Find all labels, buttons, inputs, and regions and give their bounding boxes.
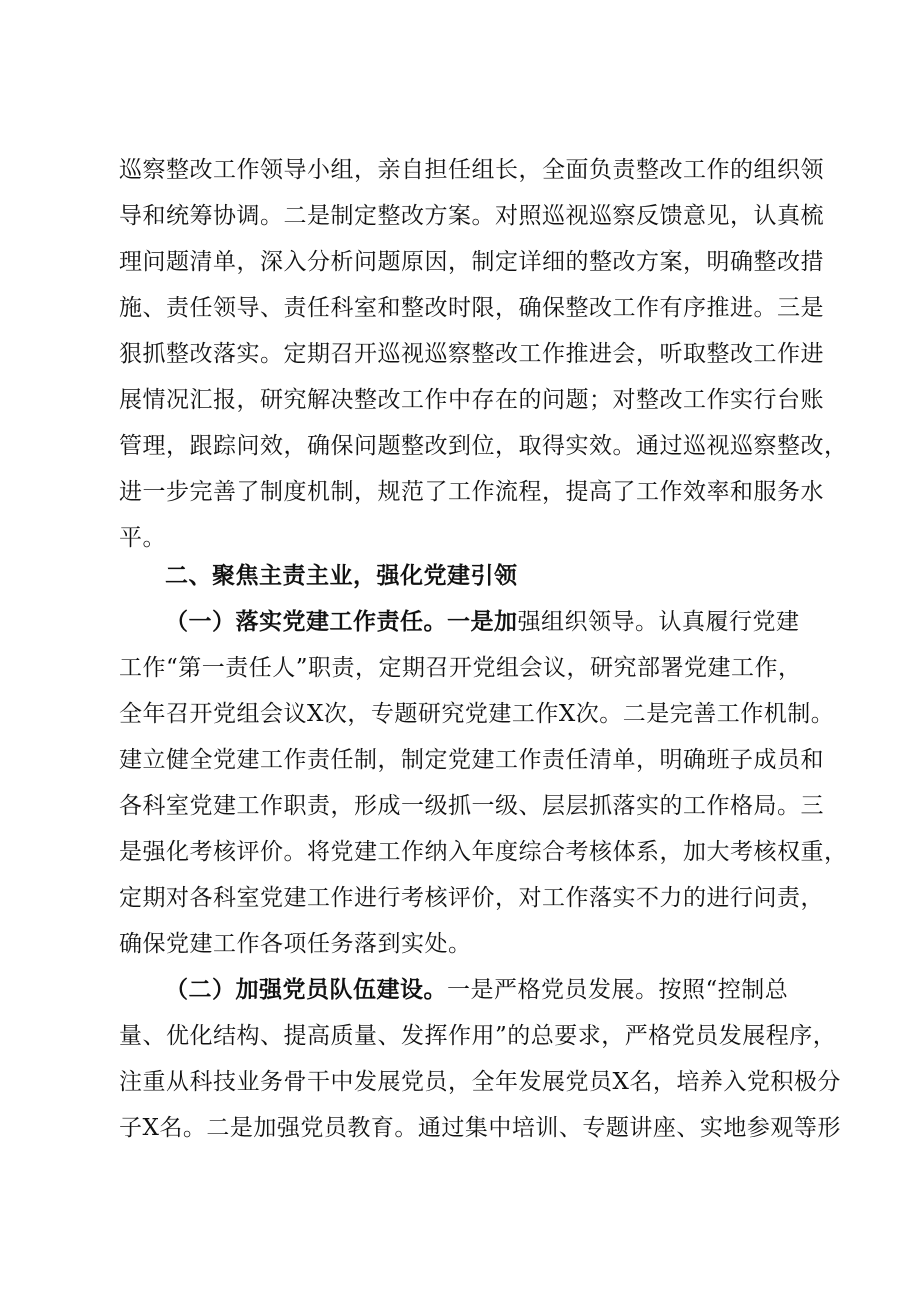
paragraph-lead: （一）落实党建工作责任。一是加 [165,608,518,635]
text-line: 平。 [119,525,166,551]
text-line: 建立健全党建工作责任制，制定党建工作责任清单，明确班子成员和 [119,747,824,773]
text-line: 管理，跟踪问效，确保问题整改到位，取得实效。通过巡视巡察整改， [119,433,848,459]
paragraph-first-line [165,602,829,642]
text-line: 导和统筹协调。二是制定整改方案。对照巡视巡察反馈意见，认真梳 [119,203,824,229]
text-line: 量、优化结构、提高质量、发挥作用”的总要求，严格党员发展程序， [119,1023,837,1049]
paragraph-first-line [165,970,829,1010]
text-line: 子X名。二是加强党员教育。通过集中培训、专题讲座、实地参观等形 [119,1115,841,1141]
text-line: 全年召开党组会议X次，专题研究党建工作X次。二是完善工作机制。 [119,701,835,727]
text-line: 工作“第一责任人”职责，定期召开党组会议，研究部署党建工作， [119,655,802,681]
text-line: 施、责任领导、责任科室和整改时限，确保整改工作有序推进。三是 [119,295,824,321]
text-line: 狠抓整改落实。定期召开巡视巡察整改工作推进会，听取整改工作进 [119,341,824,367]
text-line: 定期对各科室党建工作进行考核评价，对工作落实不力的进行问责， [119,885,824,911]
text-line: 各科室党建工作职责，形成一级抓一级、层层抓落实的工作格局。三 [119,793,824,819]
text-line: 展情况汇报，研究解决整改工作中存在的问题；对整改工作实行台账 [119,387,824,413]
text-line: 确保党建工作各项任务落到实处。 [119,931,472,957]
text-line: 注重从科技业务骨干中发展党员，全年发展党员X名，培养入党积极分 [119,1069,841,1095]
paragraph-lead: （二）加强党员队伍建设。 [165,976,447,1003]
text-line: 是强化考核评价。将党建工作纳入年度综合考核体系，加大考核权重， [119,839,848,865]
text-line: 巡察整改工作领导小组，亲自担任组长，全面负责整改工作的组织领 [119,157,824,183]
paragraph-lead-rest: 一是严格党员发展。按照“控制总 [447,977,789,1003]
paragraph-lead-rest: 强组织领导。认真履行党建 [517,609,800,635]
section-heading: 二、聚焦主责主业，强化党建引领 [165,562,518,589]
text-line: 进一步完善了制度机制，规范了工作流程，提高了工作效率和服务水 [119,479,824,505]
text-line: 理问题清单，深入分析问题原因，制定详细的整改方案，明确整改措 [119,249,824,275]
